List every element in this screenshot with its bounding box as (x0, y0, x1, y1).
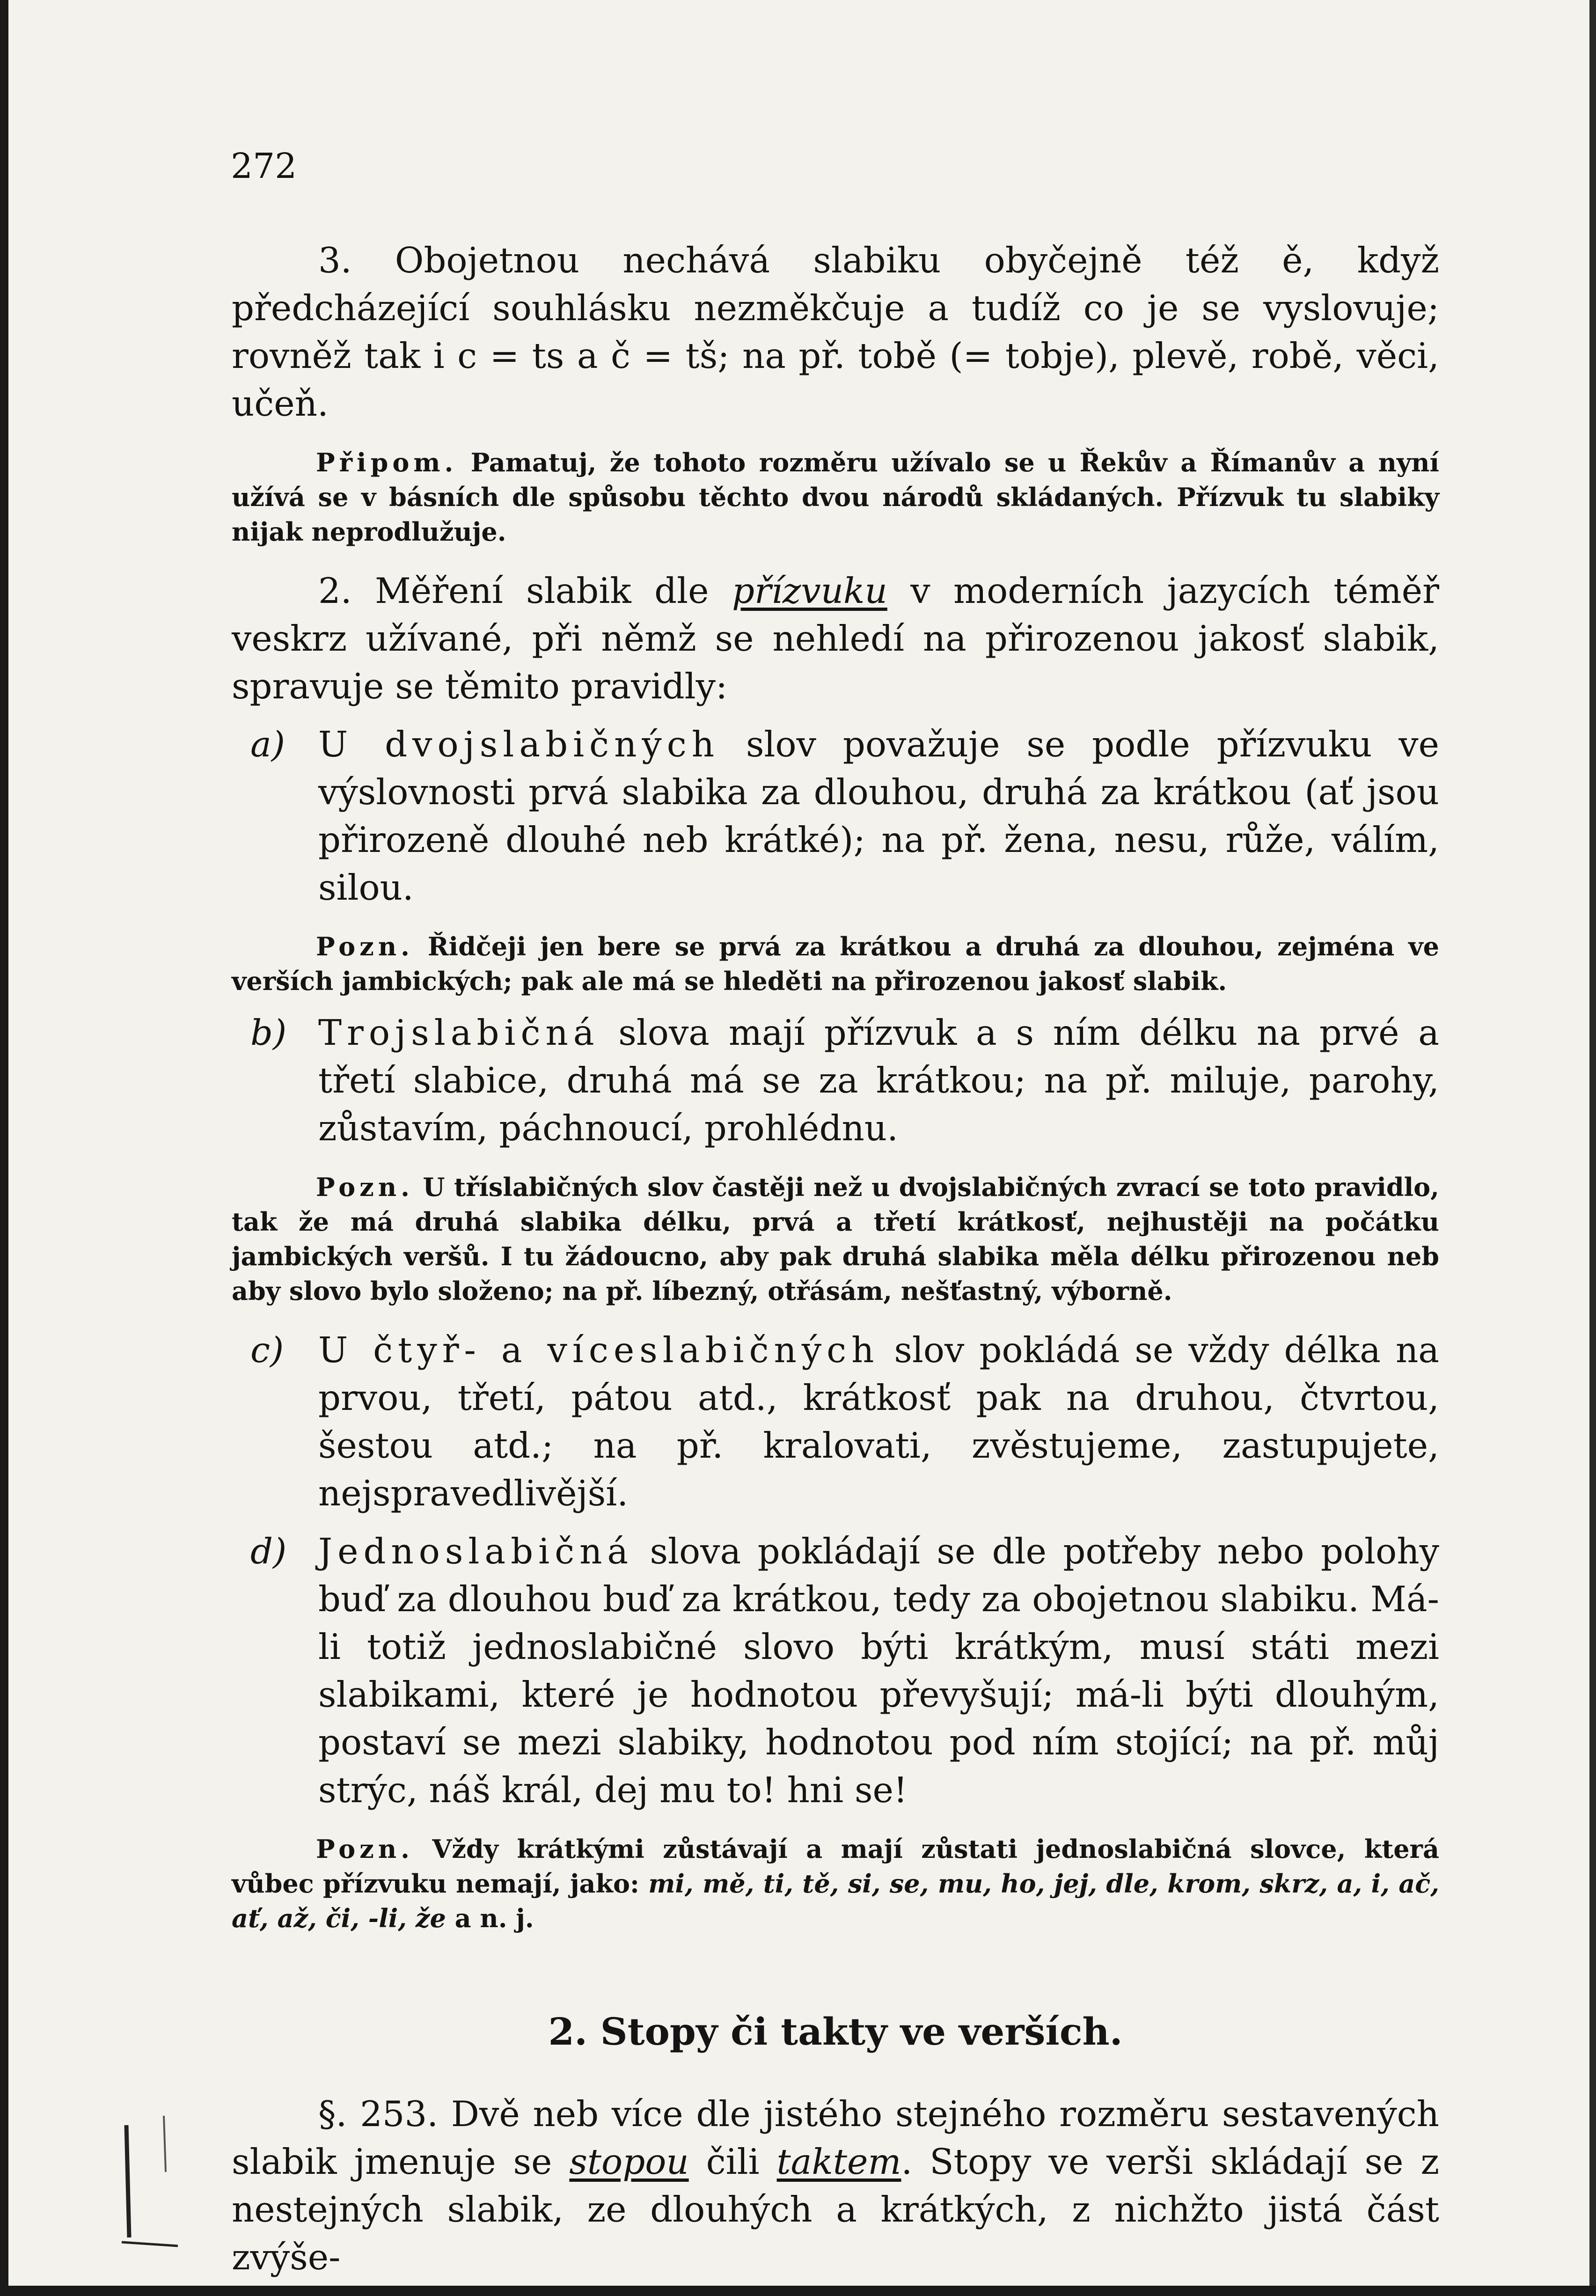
rule-a-text: slov považuje se podle přízvuku ve výslovnosti prvá slabika za dlouhou, druhá za krátkou (ať jsou přirozeně dlouhé neb krátké); na př. žena, nesu, růže, válím, silou. (318, 724, 1439, 908)
paragraph-253-term-taktem: taktem (776, 2141, 901, 2182)
paragraph-253-mid: čili (688, 2141, 777, 2182)
rule-c-label: c) (250, 1329, 284, 1371)
rule-d-head: Jednoslabičná (318, 1531, 634, 1572)
note-pripom-head: Připom. (316, 447, 458, 477)
rule-c (232, 1326, 1439, 1517)
note-rule-a-text: Řidčeji jen bere se prvá za krátkou a druhá za dlouhou, zejména ve verších jambických; pak ale má se hleděti na přirozenou jakosť slabik. (232, 932, 1439, 996)
margin-stroke-faint (164, 2116, 166, 2172)
margin-stroke (126, 2125, 129, 2237)
paragraph-253 (232, 2090, 1439, 2281)
note-rule-d-head: Pozn. (316, 1834, 414, 1864)
paragraph-2-emphasis: přízvuku (732, 570, 887, 611)
note-rule-a-head: Pozn. (316, 932, 414, 961)
note-rule-d-tail: a n. j. (446, 1903, 534, 1933)
paragraph-2-lead: 2. Měření slabik dle (318, 570, 732, 611)
paragraph-3-obojetnou: 3. Obojetnou nechává slabiku obyčejně též ě, když předcházející souhlásku nezměkčuje a tudíž co je se vyslovuje; rovněž tak i c = ts a č = tš; na př. tobě (= tobje), plevě, robě, věci, učeň. (232, 240, 1439, 424)
scan-edge-left (0, 0, 8, 2296)
scan-edge-right (1589, 0, 1596, 2296)
scan-margin-marks (108, 2097, 225, 2284)
scan-edge-bottom (0, 2286, 1596, 2296)
rule-d (232, 1527, 1439, 1814)
paragraph-253-term-stopou: stopou (569, 2141, 689, 2182)
rule-a-label: a) (250, 724, 285, 765)
rule-c-text: slov pokládá se vždy délka na prvou, třetí, pátou atd., krátkosť pak na druhou, čtvrtou, šestou atd.; na př. kralovati, zvěstujeme, zastupujete, nejspravedlivější. (318, 1329, 1439, 1514)
rule-a (232, 720, 1439, 911)
note-rule-b-head: Pozn. (316, 1172, 414, 1202)
note-pripom (232, 445, 1439, 549)
note-rule-a (232, 929, 1439, 998)
rule-c-head: U čtyř- a víceslabičných (318, 1329, 879, 1371)
rule-b-text: slova mají přízvuk a s ním délku na prvé a třetí slabice, druhá má se za krátkou; na př. miluje, parohy, zůstavím, páchnoucí, prohlédnu. (318, 1012, 1439, 1149)
rule-d-label: d) (250, 1531, 287, 1572)
note-rule-d-examples: mi, mě, ti, tě, si, se, mu, ho, jej, dle, krom, skrz, a, i, ač, ať, až, či, -li, že (232, 1869, 1439, 1933)
paragraph-253-lead: §. 253. Dvě neb více dle jistého stejného rozměru sestavených slabik jmenuje se (232, 2093, 1439, 2182)
rule-b-head: Trojslabičná (318, 1012, 600, 1053)
page-number: 272 (231, 146, 297, 186)
page-body (232, 236, 1439, 2281)
rule-b (232, 1009, 1439, 1152)
rule-d-text: slova pokládají se dle potřeby nebo polohy buď za dlouhou buď za krátkou, tedy za obojetnou slabiku. Má-li totiž jednoslabičné slovo býti krátkým, musí státi mezi slabikami, které je hodnotou převyšují; má-li býti dlouhým, postaví se mezi slabiky, hodnotou pod ním stojící; na př. můj strýc, náš král, dej mu to! hni se! (318, 1531, 1439, 1811)
note-rule-b-text: U tříslabičných slov častěji než u dvojslabičných zvrací se toto pravidlo, tak že má druhá slabika délku, prvá a třetí krátkosť, nejhustěji na počátku jambických veršů. I tu žádoucno, aby pak druhá slabika měla délku přirozenou neb aby slovo bylo složeno; na př. líbezný, otřásám, nešťastný, výborně. (232, 1172, 1439, 1306)
section-heading: 2. Stopy či takty ve verších. (548, 2010, 1123, 2054)
rule-b-label: b) (250, 1012, 287, 1053)
paragraph-2-mereni (232, 567, 1439, 710)
paragraph-253-rest: . Stopy ve verši skládají se z nestejných slabik, ze dlouhých a krátkých, z nichžto jistá část zvýše- (232, 2141, 1439, 2278)
note-pripom-text: Pamatuj, že tohoto rozměru užívalo se u Řekův a Římanův a nyní užívá se v básních dle spůsobu těchto dvou národů skládaných. Přízvuk tu slabiky nijak neprodlužuje. (232, 447, 1439, 547)
rule-a-head: U dvojslabičných (318, 724, 720, 765)
note-rule-d (232, 1832, 1439, 1936)
note-rule-b (232, 1170, 1439, 1308)
note-rule-d-lead: Vždy krátkými zůstávají a mají zůstati jednoslabičná slovce, která vůbec přízvuku nemají, jako: (232, 1834, 1439, 1899)
paragraph-2-rest: v moderních jazycích téměř veskrz užívané, při němž se nehledí na přirozenou jakosť slabik, spravuje se těmito pravidly: (232, 570, 1439, 707)
margin-stroke-base (122, 2242, 178, 2246)
